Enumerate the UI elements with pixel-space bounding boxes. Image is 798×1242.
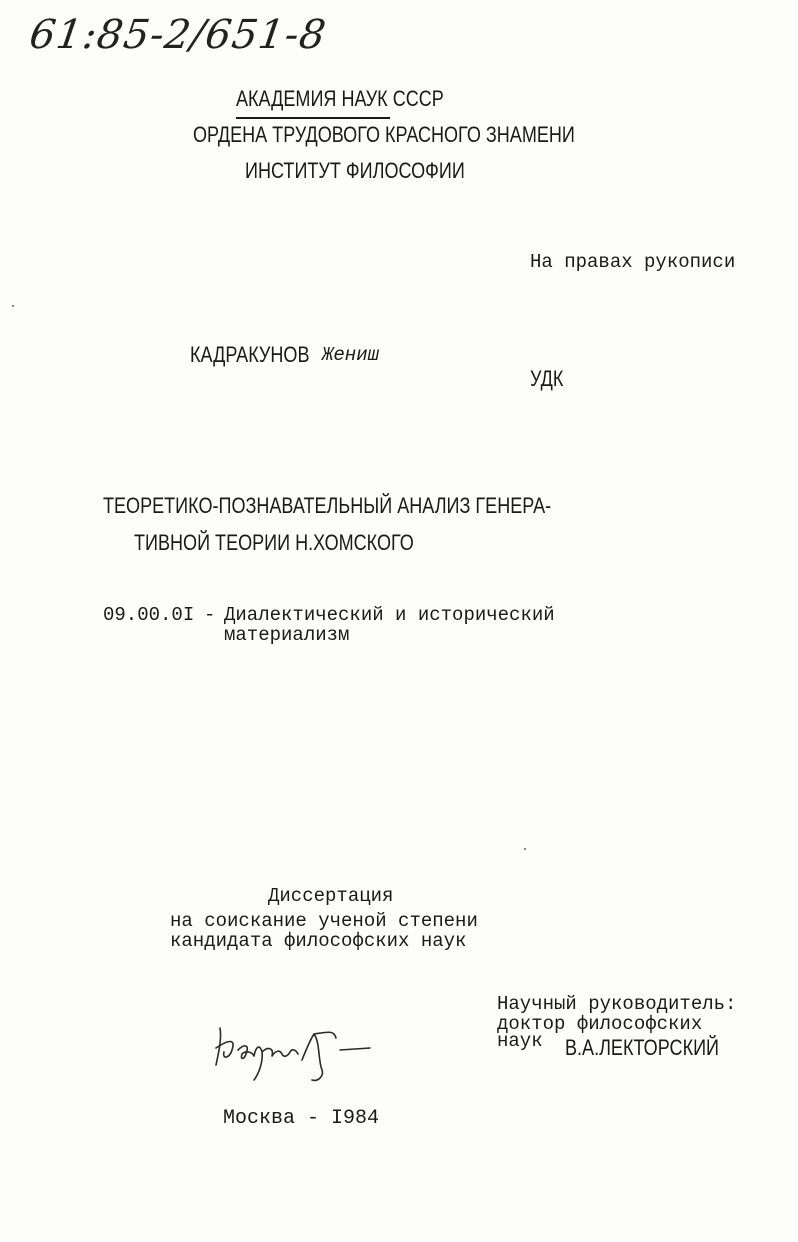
- signature: [210, 1010, 385, 1090]
- dissertation-label: Диссертация: [268, 885, 394, 907]
- academy-name: АКАДЕМИЯ НАУК СССР: [236, 86, 444, 111]
- udc-label: УДК: [530, 366, 564, 391]
- dissertation-field-line: кандидата философских наук: [170, 930, 467, 952]
- rights-note: На правах рукописи: [530, 251, 736, 273]
- author-given-name: Жениш: [322, 344, 380, 366]
- scan-speck: [12, 305, 14, 307]
- thesis-title-line1: ТЕОРЕТИКО-ПОЗНАВАТЕЛЬНЫЙ АНАЛИЗ ГЕНЕРА-: [103, 493, 552, 518]
- specialty-name-line2: материализм: [224, 624, 350, 646]
- specialty-code: 09.00.0I: [103, 604, 195, 626]
- supervisor-label: Научный руководитель:: [497, 993, 737, 1015]
- specialty-dash: -: [204, 604, 216, 626]
- author-surname: КАДРАКУНОВ: [190, 342, 310, 367]
- signature-scribble-icon: [210, 1010, 385, 1090]
- supervisor-degree-end: наук: [497, 1030, 543, 1052]
- supervisor-degree: доктор философских: [497, 1013, 703, 1035]
- specialty-name-line1: Диалектический и исторический: [224, 604, 555, 626]
- header-underline: [236, 117, 390, 119]
- institute-name: ИНСТИТУТ ФИЛОСОФИИ: [245, 158, 465, 183]
- dissertation-degree-line: на соискание ученой степени: [170, 910, 478, 932]
- city-year: Москва - I984: [223, 1107, 380, 1130]
- supervisor-name: В.А.ЛЕКТОРСКИЙ: [565, 1035, 720, 1060]
- archive-code-handwritten: 61:85-2/651-8: [26, 12, 330, 58]
- thesis-title-line2: ТИВНОЙ ТЕОРИИ Н.ХОМСКОГО: [134, 530, 414, 555]
- scan-speck: [524, 848, 526, 850]
- order-name: ОРДЕНА ТРУДОВОГО КРАСНОГО ЗНАМЕНИ: [193, 122, 575, 147]
